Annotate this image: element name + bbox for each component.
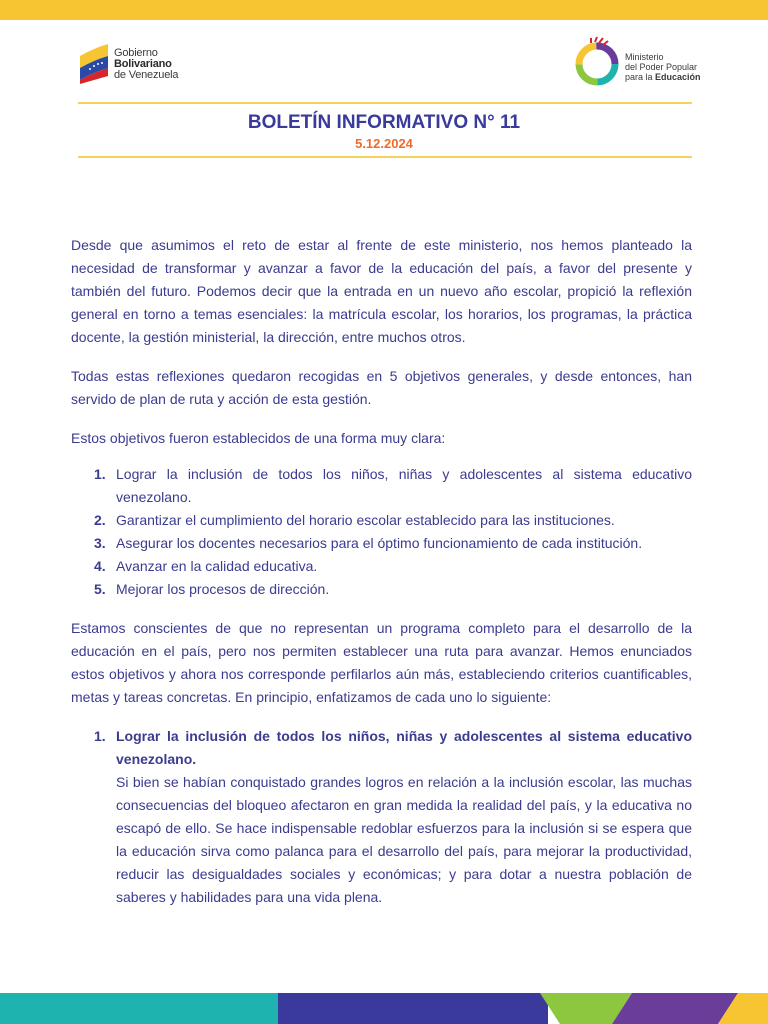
logo-right-line1: Ministerio xyxy=(625,52,664,62)
list-item-number: 3. xyxy=(94,535,106,551)
paragraph-intro: Desde que asumimos el reto de estar al frente de este ministerio, nos hemos planteado la necesidad de transformar y avanzar a favor de la educación del país, a favor del presente y también del futuro. Podemos decir que la entrada en un nuevo año escolar, propició la reflexión general en torno a temas esenciales: la matrícula escolar, los horarios, los programas, la práctica docente, la gestión ministerial, la dirección, entre muchos otros. xyxy=(71,237,692,345)
list-item xyxy=(71,509,692,532)
list-item xyxy=(71,532,692,555)
top-accent-bar xyxy=(0,0,768,20)
list-item-text: Avanzar en la calidad educativa. xyxy=(116,558,318,574)
logo-left-line2: Bolivariano xyxy=(114,58,172,70)
objective-detail-text: Si bien se habían conquistado grandes logros en relación a la inclusión escolar, las muchas consecuencias del bloqueo afectaron en gran medida la realidad del país, y la educativa no escapó de ello. Se hace indispensable redoblar esfuerzos para la inclusión si se espera que la educación sirva como palanca para el desarrollo del país, para mejorar la productividad, reducir las desigualdades sociales y económicas; y para dotar a nuestra población de saberes y habilidades para una vida plena. xyxy=(116,774,692,905)
list-item-text: Mejorar los procesos de dirección. xyxy=(116,581,330,597)
ring-emblem-icon xyxy=(573,36,623,88)
list-item xyxy=(71,555,692,578)
list-item xyxy=(71,463,692,509)
header-divider-bottom xyxy=(78,156,692,158)
bottom-color-band xyxy=(0,993,768,1024)
gobierno-bolivariano-logo xyxy=(76,40,206,88)
list-item-number: 4. xyxy=(94,558,106,574)
list-item-text: Asegurar los docentes necesarios para el óptimo funcionamiento de cada institución. xyxy=(116,535,643,551)
bulletin-body xyxy=(71,234,692,909)
list-item xyxy=(71,578,692,601)
objective-detail-heading: Lograr la inclusión de todos los niños, niñas y adolescentes al sistema educativo venezolano. xyxy=(116,728,692,767)
venezuela-flag-icon xyxy=(76,42,112,84)
logo-left-line1: Gobierno xyxy=(114,47,158,59)
bulletin-title: BOLETÍN INFORMATIVO N° 11 xyxy=(247,112,521,133)
objective-detail-number: 1. xyxy=(94,728,106,744)
list-item-text: Garantizar el cumplimiento del horario escolar establecido para las instituciones. xyxy=(116,512,615,528)
list-item-number: 1. xyxy=(94,466,106,482)
logo-left-line3: de Venezuela xyxy=(114,69,179,81)
bulletin-date: 5.12.2024 xyxy=(355,136,413,151)
objective-detail-1 xyxy=(71,725,692,909)
list-item-number: 2. xyxy=(94,512,106,528)
list-item-number: 5. xyxy=(94,581,106,597)
logo-right-line3b: Educación xyxy=(655,72,701,82)
logo-right-line3a: para la xyxy=(625,72,656,82)
list-item-text: Lograr la inclusión de todos los niños, niñas y adolescentes al sistema educativo venezolano. xyxy=(116,466,692,505)
header-divider-top xyxy=(78,102,692,104)
logo-right-line2: del Poder Popular xyxy=(625,62,698,72)
paragraph-objectives-lead: Estos objetivos fueron establecidos de una forma muy clara: xyxy=(71,430,446,446)
objectives-list xyxy=(71,463,692,601)
paragraph-objectives-summary: Todas estas reflexiones quedaron recogidas en 5 objetivos generales, y desde entonces, han servido de plan de ruta y acción de esta gestión. xyxy=(71,368,692,407)
ministerio-educacion-logo xyxy=(573,36,703,92)
paragraph-awareness: Estamos conscientes de que no representan un programa completo para el desarrollo de la educación en el país, pero nos permiten establecer una ruta para avanzar. Hemos enunciados estos objetivos y ahora nos corresponde perfilarlos aún más, estableciendo criterios cuantificables, metas y tareas concretas. En principio, enfatizamos de cada uno lo siguiente: xyxy=(71,620,692,705)
